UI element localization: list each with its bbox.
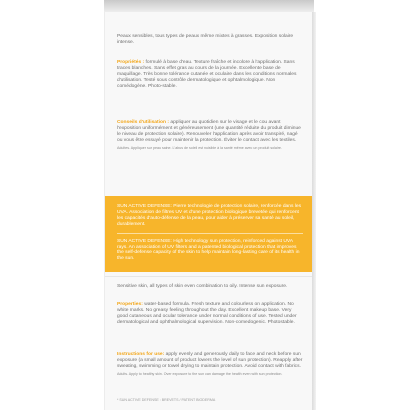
fr-usage-label: Conseils d'utilisation : [117,120,169,125]
patent-footer: * SUN ACTIVE DEFENSE : BREVETS / PATENT BIODERMA [117,398,216,402]
en-usage-text: apply evenly and generously daily to face and neck before sun exposure (a small amount of product lowers the level of sun protection). Reapply after sweating, swimming or towel drying to maintain protection. Avoid contact with fabrics. [117,352,303,369]
fr-usage-note: Adultes. Appliquer sur peau saine. L'abus de soleil est nuisible à la santé même avec un produit solaire. [117,145,282,150]
fr-properties-label: Propriétés : [117,60,145,65]
package-back-panel [104,12,314,410]
en-usage-label: Instructions for use: [117,352,165,357]
band-fr-text: : Pierre technologie de protection solaire, renforcée dans les UVA. Association de filtres UV et d'une protection biologique brevetée qui renforcent les capacités d'auto-défense de la peau, pour aider à préserver sa santé au soleil, durablement. [117,204,302,227]
en-properties-block [117,302,303,326]
fr-intro-text: Peaux sensibles, tous types de peaux même mixtes à grasses. Exposition solaire intense. [117,34,294,45]
fr-usage-text: appliquer au quotidien sur le visage et le cou avant l'exposition uniformément et généreusement (une quantité réduite du produit diminue le niveau de protection solaire). Renouveler l'application après avoir transpiré, nagé ou vous être essuyé pour maintenir la protection. Éviter le contact avec les textiles. [117,120,301,143]
en-usage-note: Adults. Apply to healthy skin. Over exposure to the sun can damage the health even with sun protection. [117,371,283,376]
band-divider [117,233,303,234]
sun-active-defense-band [105,196,313,272]
band-fr-title: SUN ACTIVE DEFENSE [117,204,171,209]
en-intro-text: Sensitive skin, all types of skin even combination to oily. Intense sun exposure. [117,284,288,289]
band-en-title: SUN ACTIVE DEFENSE [117,238,171,244]
fr-properties-block [117,60,303,90]
fr-intro-block [117,34,303,46]
en-intro-block [117,284,303,290]
en-properties-label: Properties: [117,302,143,307]
en-properties-text: water-based formula. Fresh texture and colourless on application. No white marks. No greasy feeling throughout the day. Excellent makeup base. Very good cutaneous and ocular tolerance under normal conditions of use. Tested under dermatological and ophthalmological supervision. Non-comedogenic. Photostable. [117,302,297,325]
panel-crease [105,276,313,277]
package-side-edge [312,12,316,410]
fr-usage-block [117,120,303,150]
en-usage-block [117,352,303,376]
band-en-text: : High technology sun protection, reinforced against UVA rays. An association of UV filters and a patented biological protection that improves the self-defense capacity of the skin to help maintain long-lasting care of its health in the sun. [117,238,300,262]
fr-properties-text: formulé à base d'eau. Texture fraîche et incolore à l'application. Sans traces blanches. Sans effet gras au cours de la journée. Excellente base de maquillage. Très bonne tolérance cutanée et oculaire dans les conditions normales d'utilisation. Testé sous contrôle dermatologique et ophtalmologique. Non comédogène. Photo-stable. [117,60,297,89]
